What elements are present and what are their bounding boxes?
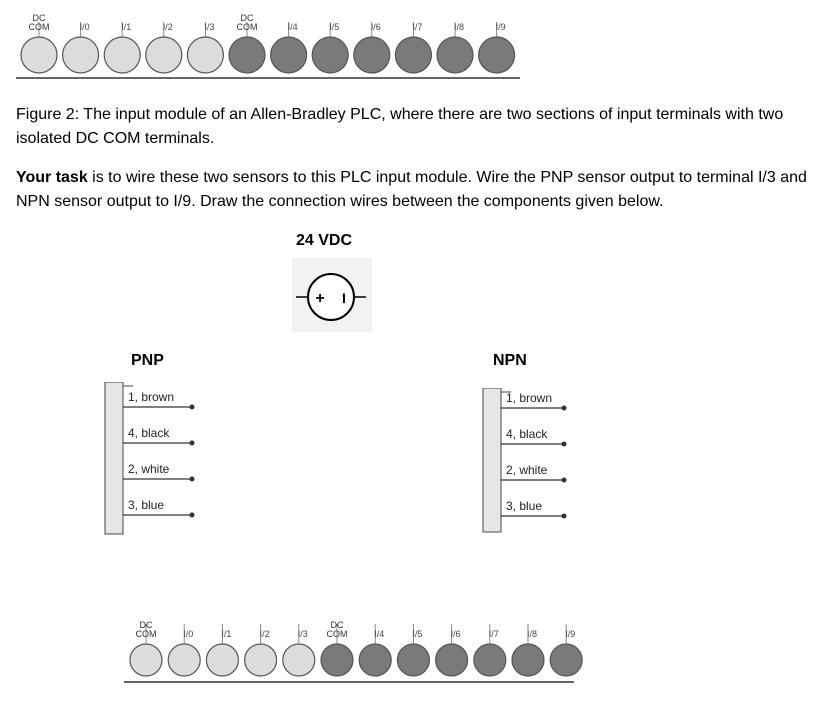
sensor-wire-white xyxy=(501,463,567,483)
terminal-dc-com xyxy=(130,620,162,676)
terminal-screw[interactable] xyxy=(130,644,162,676)
terminal-label: I/5 xyxy=(329,22,340,32)
terminal-label: I/9 xyxy=(565,629,576,639)
terminal-screw[interactable] xyxy=(271,37,307,73)
terminal-label: DC xyxy=(32,13,46,23)
terminal-screw[interactable] xyxy=(206,644,238,676)
terminal-i-7 xyxy=(395,22,431,73)
task-text: is to wire these two sensors to this PLC input module. Wire the PNP sensor output to terminal I/3 and NPN sensor output to I/9. Draw the connection wires between the components given below. xyxy=(16,169,807,210)
terminal-screw[interactable] xyxy=(146,37,182,73)
terminal-i-8 xyxy=(437,22,473,73)
terminal-i-4 xyxy=(359,624,391,676)
sensor-wire-black xyxy=(501,427,567,447)
terminal-screw[interactable] xyxy=(479,37,515,73)
terminal-label: COM xyxy=(326,629,348,639)
sensor-wire-white xyxy=(123,462,195,482)
terminal-label: I/4 xyxy=(287,22,298,32)
sensor-wire-blue xyxy=(501,499,567,519)
sensor-body xyxy=(105,382,123,534)
wire-end[interactable] xyxy=(190,441,195,446)
figure-caption: Figure 2: The input module of an Allen-Bradley PLC, where there are two sections of input terminals with two isolated DC COM terminals. xyxy=(16,106,784,147)
terminal-i-1 xyxy=(206,624,238,676)
npn-sensor xyxy=(478,388,578,536)
terminal-screw[interactable] xyxy=(283,644,315,676)
terminal-i-1 xyxy=(104,22,140,73)
npn-title: NPN xyxy=(493,352,527,369)
terminal-screw[interactable] xyxy=(512,644,544,676)
wire-end[interactable] xyxy=(190,477,195,482)
terminal-i-0 xyxy=(168,624,200,676)
terminal-label: COM xyxy=(28,22,50,32)
terminal-label: I/0 xyxy=(183,629,194,639)
supply-minus: I xyxy=(342,290,346,306)
wire-end[interactable] xyxy=(562,514,567,519)
terminal-i-7 xyxy=(474,624,506,676)
terminal-label: I/1 xyxy=(121,22,132,32)
terminal-i-9 xyxy=(479,22,515,73)
terminal-screw[interactable] xyxy=(395,37,431,73)
terminal-screw[interactable] xyxy=(229,37,265,73)
terminal-i-9 xyxy=(550,624,582,676)
terminal-label: DC xyxy=(330,620,344,630)
terminal-label: I/3 xyxy=(204,22,215,32)
terminal-screw[interactable] xyxy=(437,37,473,73)
dc-supply-symbol xyxy=(292,258,374,332)
terminal-i-8 xyxy=(512,624,544,676)
terminal-screw[interactable] xyxy=(187,37,223,73)
top-input-module xyxy=(0,0,832,90)
terminal-screw[interactable] xyxy=(436,644,468,676)
supply-label: 24 VDC xyxy=(296,232,353,249)
wire-label: 4, black xyxy=(128,426,170,440)
terminal-i-2 xyxy=(146,22,182,73)
wire-end[interactable] xyxy=(190,405,195,410)
terminal-label: I/5 xyxy=(412,629,423,639)
wire-label: 3, blue xyxy=(506,499,543,513)
terminal-i-6 xyxy=(354,22,390,73)
terminal-screw[interactable] xyxy=(354,37,390,73)
terminal-screw[interactable] xyxy=(474,644,506,676)
terminal-label: I/6 xyxy=(450,629,461,639)
terminal-i-4 xyxy=(271,22,307,73)
terminal-i-3 xyxy=(283,624,315,676)
terminal-label: I/0 xyxy=(79,22,90,32)
terminal-screw[interactable] xyxy=(168,644,200,676)
terminal-dc-com xyxy=(321,620,353,676)
terminal-screw[interactable] xyxy=(21,37,57,73)
terminal-i-5 xyxy=(397,624,429,676)
terminal-label: I/7 xyxy=(412,22,423,32)
wire-label: 2, white xyxy=(506,463,548,477)
wire-label: 1, brown xyxy=(128,390,175,404)
terminal-label: I/3 xyxy=(297,629,308,639)
sensor-wire-brown xyxy=(501,391,567,411)
sensor-wire-brown xyxy=(123,390,195,410)
task-instructions xyxy=(16,166,816,214)
sensor-body xyxy=(483,388,501,532)
terminal-label: I/2 xyxy=(259,629,270,639)
task-bold-label: Your task xyxy=(16,169,88,186)
terminal-label: I/9 xyxy=(495,22,506,32)
terminal-label: DC xyxy=(240,13,254,23)
terminal-screw[interactable] xyxy=(63,37,99,73)
terminal-label: I/2 xyxy=(162,22,173,32)
terminal-i-2 xyxy=(245,624,277,676)
terminal-screw[interactable] xyxy=(397,644,429,676)
terminal-screw[interactable] xyxy=(550,644,582,676)
wire-end[interactable] xyxy=(562,442,567,447)
wire-label: 1, brown xyxy=(506,391,553,405)
terminal-screw[interactable] xyxy=(245,644,277,676)
terminal-label: COM xyxy=(135,629,157,639)
terminal-label: I/7 xyxy=(488,629,499,639)
terminal-dc-com xyxy=(229,13,265,73)
terminal-i-0 xyxy=(63,22,99,73)
terminal-screw[interactable] xyxy=(321,644,353,676)
terminal-screw[interactable] xyxy=(359,644,391,676)
sensor-wire-blue xyxy=(123,498,195,518)
terminal-label: I/4 xyxy=(374,629,385,639)
wire-label: 4, black xyxy=(506,427,548,441)
wire-end[interactable] xyxy=(562,478,567,483)
terminal-dc-com xyxy=(21,13,57,73)
sensor-wire-black xyxy=(123,426,195,446)
wire-end[interactable] xyxy=(562,406,567,411)
terminal-i-5 xyxy=(312,22,348,73)
wire-end[interactable] xyxy=(190,513,195,518)
terminal-label: I/6 xyxy=(370,22,381,32)
terminal-i-6 xyxy=(436,624,468,676)
terminal-i-3 xyxy=(187,22,223,73)
terminal-screw[interactable] xyxy=(312,37,348,73)
wire-label: 3, blue xyxy=(128,498,165,512)
pnp-sensor xyxy=(100,382,200,538)
terminal-label: I/1 xyxy=(221,629,232,639)
terminal-label: DC xyxy=(139,620,153,630)
bottom-input-module xyxy=(0,612,832,692)
terminal-label: COM xyxy=(236,22,258,32)
supply-plus: + xyxy=(315,290,325,307)
wire-label: 2, white xyxy=(128,462,170,476)
terminal-label: I/8 xyxy=(526,629,538,639)
terminal-label: I/8 xyxy=(453,22,465,32)
terminal-screw[interactable] xyxy=(104,37,140,73)
pnp-title: PNP xyxy=(131,352,164,369)
